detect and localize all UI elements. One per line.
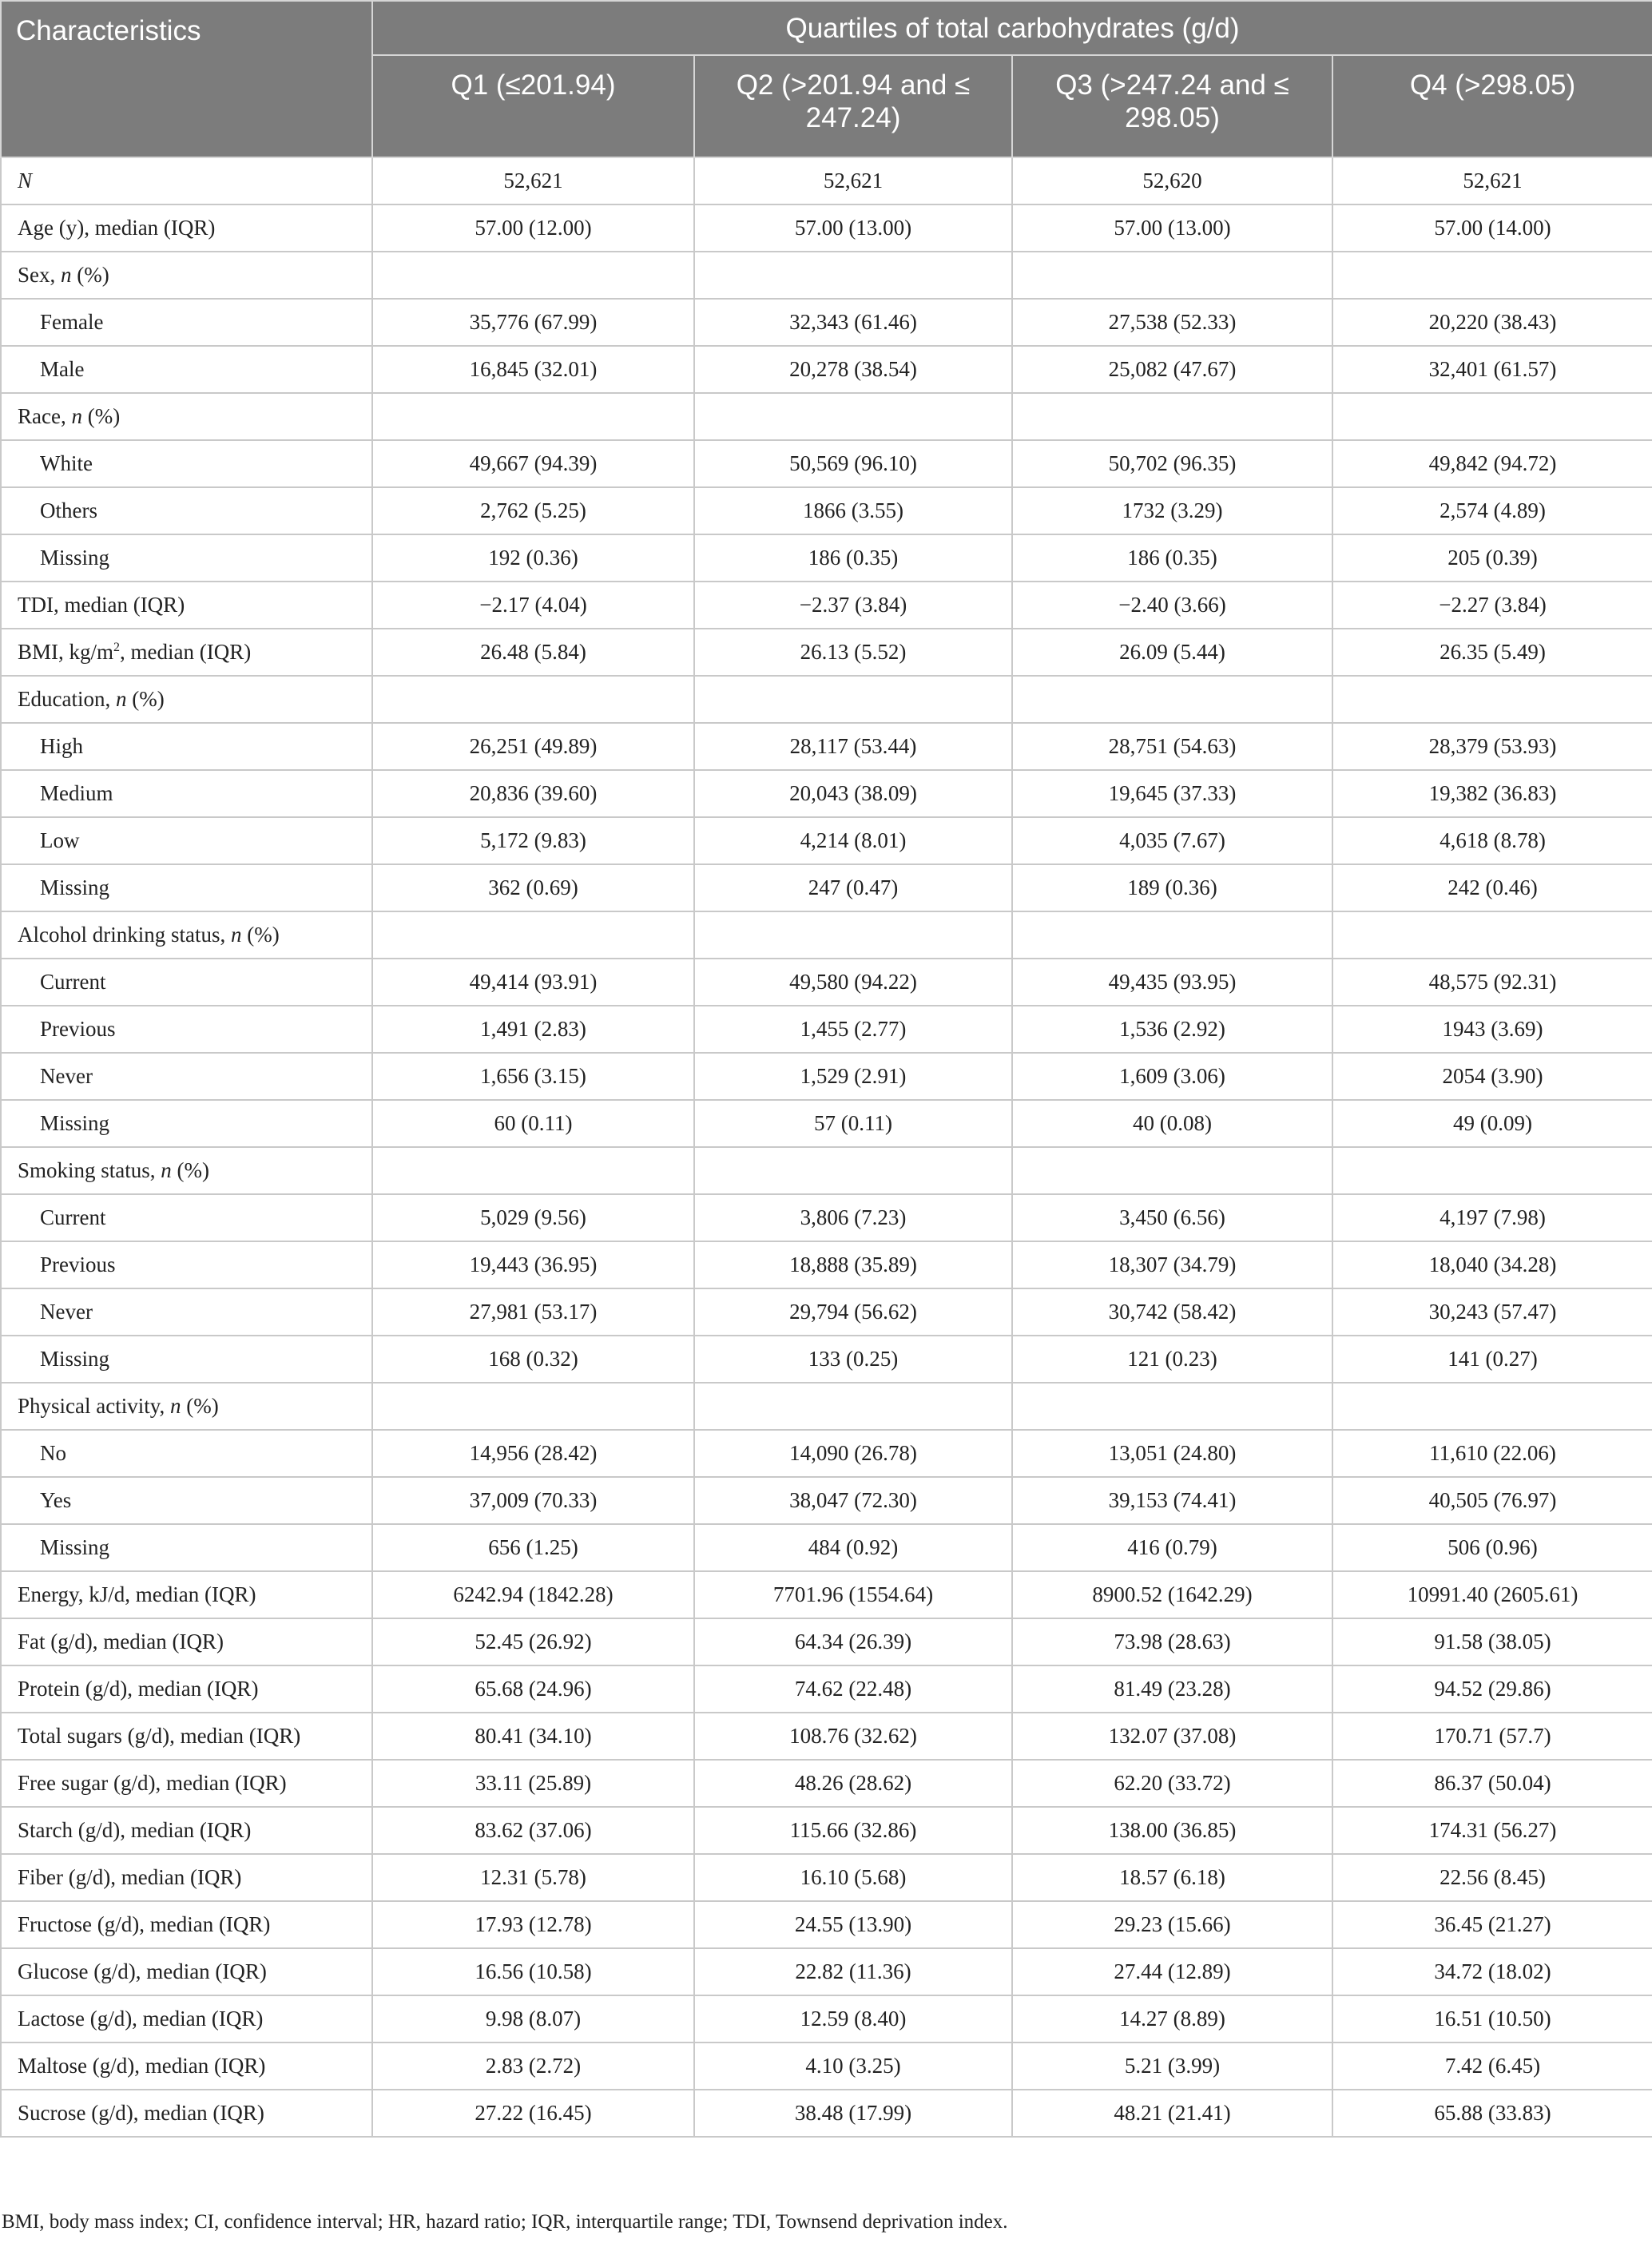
table-row [1, 487, 1652, 534]
cell-q4: 4,197 (7.98) [1332, 1194, 1652, 1241]
cell-q1: 14,956 (28.42) [372, 1430, 694, 1477]
cell-q2: 14,090 (26.78) [694, 1430, 1012, 1477]
cell-q1: 2.83 (2.72) [372, 2043, 694, 2090]
table-row [1, 252, 1652, 299]
row-label: Glucose (g/d), median (IQR) [1, 1948, 372, 1995]
cell-q1 [372, 1383, 694, 1430]
cell-q2: 115.66 (32.86) [694, 1807, 1012, 1854]
table-row [1, 1713, 1652, 1760]
cell-q4 [1332, 911, 1652, 959]
table-row [1, 1901, 1652, 1948]
row-label: Current [1, 1194, 372, 1241]
cell-q3: 29.23 (15.66) [1012, 1901, 1332, 1948]
cell-q3 [1012, 393, 1332, 440]
cell-q1: 362 (0.69) [372, 864, 694, 911]
row-label: Race, n (%) [1, 393, 372, 440]
table-row [1, 1100, 1652, 1147]
table-row [1, 2043, 1652, 2090]
cell-q2: 12.59 (8.40) [694, 1995, 1012, 2043]
cell-q1: 27.22 (16.45) [372, 2090, 694, 2137]
cell-q4: 141 (0.27) [1332, 1336, 1652, 1383]
cell-q2: 49,580 (94.22) [694, 959, 1012, 1006]
header-q1: Q1 (≤201.94) [372, 55, 694, 157]
row-label: White [1, 440, 372, 487]
table-row [1, 1383, 1652, 1430]
cell-q3: 189 (0.36) [1012, 864, 1332, 911]
row-label: Education, n (%) [1, 676, 372, 723]
cell-q2: 7701.96 (1554.64) [694, 1571, 1012, 1618]
row-label: Free sugar (g/d), median (IQR) [1, 1760, 372, 1807]
cell-q3: 138.00 (36.85) [1012, 1807, 1332, 1854]
cell-q1: 1,656 (3.15) [372, 1053, 694, 1100]
table-row [1, 534, 1652, 582]
cell-q3: 13,051 (24.80) [1012, 1430, 1332, 1477]
cell-q4: 52,621 [1332, 157, 1652, 204]
cell-q1: 192 (0.36) [372, 534, 694, 582]
row-label: Current [1, 959, 372, 1006]
cell-q4: 36.45 (21.27) [1332, 1901, 1652, 1948]
row-label: Sex, n (%) [1, 252, 372, 299]
cell-q1: 83.62 (37.06) [372, 1807, 694, 1854]
cell-q4: 49 (0.09) [1332, 1100, 1652, 1147]
row-label: No [1, 1430, 372, 1477]
cell-q3: 8900.52 (1642.29) [1012, 1571, 1332, 1618]
cell-q3: −2.40 (3.66) [1012, 582, 1332, 629]
cell-q3: 48.21 (21.41) [1012, 2090, 1332, 2137]
table-row [1, 1665, 1652, 1713]
row-label: Protein (g/d), median (IQR) [1, 1665, 372, 1713]
table-row [1, 1336, 1652, 1383]
cell-q1: 49,667 (94.39) [372, 440, 694, 487]
cell-q3 [1012, 1147, 1332, 1194]
cell-q2 [694, 676, 1012, 723]
cell-q2: 52,621 [694, 157, 1012, 204]
cell-q3: 121 (0.23) [1012, 1336, 1332, 1383]
cell-q4 [1332, 393, 1652, 440]
table-row [1, 723, 1652, 770]
cell-q1: 27,981 (53.17) [372, 1288, 694, 1336]
cell-q3: 25,082 (47.67) [1012, 346, 1332, 393]
row-label: Yes [1, 1477, 372, 1524]
row-label: Alcohol drinking status, n (%) [1, 911, 372, 959]
cell-q2: 1,529 (2.91) [694, 1053, 1012, 1100]
cell-q1: 1,491 (2.83) [372, 1006, 694, 1053]
cell-q2: 18,888 (35.89) [694, 1241, 1012, 1288]
table-row [1, 1571, 1652, 1618]
cell-q3: 40 (0.08) [1012, 1100, 1332, 1147]
cell-q1: 19,443 (36.95) [372, 1241, 694, 1288]
cell-q4: 57.00 (14.00) [1332, 204, 1652, 252]
row-label: Never [1, 1288, 372, 1336]
cell-q2: 57 (0.11) [694, 1100, 1012, 1147]
table-row [1, 1618, 1652, 1665]
cell-q4 [1332, 252, 1652, 299]
cell-q1: 37,009 (70.33) [372, 1477, 694, 1524]
cell-q2: 20,043 (38.09) [694, 770, 1012, 817]
table-row [1, 346, 1652, 393]
table-row [1, 393, 1652, 440]
cell-q3: 50,702 (96.35) [1012, 440, 1332, 487]
cell-q4: 170.71 (57.7) [1332, 1713, 1652, 1760]
cell-q2: 484 (0.92) [694, 1524, 1012, 1571]
row-label: Missing [1, 1336, 372, 1383]
cell-q4: 65.88 (33.83) [1332, 2090, 1652, 2137]
cell-q3: 49,435 (93.95) [1012, 959, 1332, 1006]
cell-q4: 174.31 (56.27) [1332, 1807, 1652, 1854]
cell-q2 [694, 393, 1012, 440]
row-label: BMI, $kg/m^2$, median (IQR) [1, 629, 372, 676]
cell-q1 [372, 676, 694, 723]
cell-q2: 48.26 (28.62) [694, 1760, 1012, 1807]
cell-q2: 38,047 (72.30) [694, 1477, 1012, 1524]
cell-q4: 7.42 (6.45) [1332, 2043, 1652, 2090]
cell-q2: 50,569 (96.10) [694, 440, 1012, 487]
cell-q1: 60 (0.11) [372, 1100, 694, 1147]
table-row [1, 959, 1652, 1006]
cell-q4: 18,040 (34.28) [1332, 1241, 1652, 1288]
table-row [1, 204, 1652, 252]
cell-q3: 57.00 (13.00) [1012, 204, 1332, 252]
cell-q4: 22.56 (8.45) [1332, 1854, 1652, 1901]
cell-q1: 35,776 (67.99) [372, 299, 694, 346]
cell-q4 [1332, 676, 1652, 723]
cell-q1: 656 (1.25) [372, 1524, 694, 1571]
cell-q3: 18,307 (34.79) [1012, 1241, 1332, 1288]
row-label: Others [1, 487, 372, 534]
cell-q1: 5,029 (9.56) [372, 1194, 694, 1241]
cell-q4: −2.27 (3.84) [1332, 582, 1652, 629]
cell-q3: 73.98 (28.63) [1012, 1618, 1332, 1665]
row-label: TDI, median (IQR) [1, 582, 372, 629]
cell-q2: 32,343 (61.46) [694, 299, 1012, 346]
cell-q2: 4.10 (3.25) [694, 2043, 1012, 2090]
cell-q2: 38.48 (17.99) [694, 2090, 1012, 2137]
cell-q4: 16.51 (10.50) [1332, 1995, 1652, 2043]
cell-q1: 16.56 (10.58) [372, 1948, 694, 1995]
row-label: Missing [1, 1100, 372, 1147]
cell-q1: 26,251 (49.89) [372, 723, 694, 770]
cell-q4: 91.58 (38.05) [1332, 1618, 1652, 1665]
table-row [1, 629, 1652, 676]
table-row [1, 1006, 1652, 1053]
cell-q4: 1943 (3.69) [1332, 1006, 1652, 1053]
cell-q1 [372, 393, 694, 440]
cell-q1: 65.68 (24.96) [372, 1665, 694, 1713]
table-row [1, 1524, 1652, 1571]
cell-q4: 242 (0.46) [1332, 864, 1652, 911]
row-label: Female [1, 299, 372, 346]
cell-q1: 20,836 (39.60) [372, 770, 694, 817]
cell-q4: 40,505 (76.97) [1332, 1477, 1652, 1524]
cell-q4: 49,842 (94.72) [1332, 440, 1652, 487]
cell-q4: 28,379 (53.93) [1332, 723, 1652, 770]
cell-q3: 14.27 (8.89) [1012, 1995, 1332, 2043]
cell-q1: 168 (0.32) [372, 1336, 694, 1383]
cell-q1: 49,414 (93.91) [372, 959, 694, 1006]
cell-q2 [694, 911, 1012, 959]
table-row [1, 1995, 1652, 2043]
cell-q1: 52,621 [372, 157, 694, 204]
table-row [1, 817, 1652, 864]
cell-q3: 3,450 (6.56) [1012, 1194, 1332, 1241]
cell-q3: 27,538 (52.33) [1012, 299, 1332, 346]
row-label: High [1, 723, 372, 770]
cell-q3: 27.44 (12.89) [1012, 1948, 1332, 1995]
cell-q3: 1,609 (3.06) [1012, 1053, 1332, 1100]
cell-q2: 28,117 (53.44) [694, 723, 1012, 770]
row-label: Missing [1, 1524, 372, 1571]
table-row [1, 1430, 1652, 1477]
cell-q2 [694, 252, 1012, 299]
table-row [1, 299, 1652, 346]
cell-q4: 11,610 (22.06) [1332, 1430, 1652, 1477]
cell-q2: 108.76 (32.62) [694, 1713, 1012, 1760]
cell-q1: 80.41 (34.10) [372, 1713, 694, 1760]
row-label: Previous [1, 1241, 372, 1288]
cell-q1 [372, 1147, 694, 1194]
cell-q4: 205 (0.39) [1332, 534, 1652, 582]
cell-q3: 18.57 (6.18) [1012, 1854, 1332, 1901]
cell-q2: 4,214 (8.01) [694, 817, 1012, 864]
table-row [1, 2090, 1652, 2137]
header-q2: Q2 (>201.94 and ≤ 247.24) [694, 55, 1012, 157]
row-label: Physical activity, n (%) [1, 1383, 372, 1430]
cell-q4 [1332, 1383, 1652, 1430]
row-label: Never [1, 1053, 372, 1100]
row-label: Total sugars (g/d), median (IQR) [1, 1713, 372, 1760]
header-q4: Q4 (>298.05) [1332, 55, 1652, 157]
cell-q2 [694, 1147, 1012, 1194]
cell-q2: 24.55 (13.90) [694, 1901, 1012, 1948]
cell-q3: 186 (0.35) [1012, 534, 1332, 582]
cell-q3: 26.09 (5.44) [1012, 629, 1332, 676]
cell-q1: 6242.94 (1842.28) [372, 1571, 694, 1618]
cell-q1: 9.98 (8.07) [372, 1995, 694, 2043]
table-header [1, 1, 1652, 157]
cell-q2: 57.00 (13.00) [694, 204, 1012, 252]
cell-q3: 39,153 (74.41) [1012, 1477, 1332, 1524]
cell-q2: 3,806 (7.23) [694, 1194, 1012, 1241]
cell-q4: 30,243 (57.47) [1332, 1288, 1652, 1336]
row-label: Smoking status, n (%) [1, 1147, 372, 1194]
cell-q1 [372, 911, 694, 959]
cell-q1: −2.17 (4.04) [372, 582, 694, 629]
table-row [1, 1854, 1652, 1901]
cell-q3: 81.49 (23.28) [1012, 1665, 1332, 1713]
cell-q2: 64.34 (26.39) [694, 1618, 1012, 1665]
table-row [1, 770, 1652, 817]
table-row [1, 157, 1652, 204]
cell-q4 [1332, 1147, 1652, 1194]
cell-q2: 20,278 (38.54) [694, 346, 1012, 393]
cell-q1: 17.93 (12.78) [372, 1901, 694, 1948]
cell-q4: 26.35 (5.49) [1332, 629, 1652, 676]
cell-q4: 10991.40 (2605.61) [1332, 1571, 1652, 1618]
row-label: Lactose (g/d), median (IQR) [1, 1995, 372, 2043]
cell-q1: 16,845 (32.01) [372, 346, 694, 393]
cell-q2: 1866 (3.55) [694, 487, 1012, 534]
cell-q2: 186 (0.35) [694, 534, 1012, 582]
cell-q2: 133 (0.25) [694, 1336, 1012, 1383]
table-row [1, 1477, 1652, 1524]
cell-q4: 34.72 (18.02) [1332, 1948, 1652, 1995]
row-label: Fiber (g/d), median (IQR) [1, 1854, 372, 1901]
row-label: N [1, 157, 372, 204]
header-q3: Q3 (>247.24 and ≤ 298.05) [1012, 55, 1332, 157]
cell-q1: 52.45 (26.92) [372, 1618, 694, 1665]
cell-q1: 2,762 (5.25) [372, 487, 694, 534]
row-label: Age (y), median (IQR) [1, 204, 372, 252]
cell-q4: 19,382 (36.83) [1332, 770, 1652, 817]
row-label: Maltose (g/d), median (IQR) [1, 2043, 372, 2090]
table-row [1, 1807, 1652, 1854]
cell-q3 [1012, 252, 1332, 299]
cell-q2: 22.82 (11.36) [694, 1948, 1012, 1995]
row-label: Previous [1, 1006, 372, 1053]
cell-q4: 94.52 (29.86) [1332, 1665, 1652, 1713]
row-label: Energy, kJ/d, median (IQR) [1, 1571, 372, 1618]
cell-q3: 416 (0.79) [1012, 1524, 1332, 1571]
cell-q3: 28,751 (54.63) [1012, 723, 1332, 770]
table-footnote: BMI, body mass index; CI, confidence interval; HR, hazard ratio; IQR, interquartile range; TDI, Townsend deprivation index. [2, 2211, 1008, 2233]
table-row [1, 864, 1652, 911]
row-label: Missing [1, 534, 372, 582]
table-row [1, 1288, 1652, 1336]
table-row [1, 1948, 1652, 1995]
table-row [1, 1147, 1652, 1194]
cell-q3 [1012, 1383, 1332, 1430]
cell-q3: 52,620 [1012, 157, 1332, 204]
table-row [1, 1760, 1652, 1807]
row-label: Sucrose (g/d), median (IQR) [1, 2090, 372, 2137]
table-body [1, 157, 1652, 2137]
cell-q2: 29,794 (56.62) [694, 1288, 1012, 1336]
cell-q3 [1012, 911, 1332, 959]
cell-q3: 62.20 (33.72) [1012, 1760, 1332, 1807]
cell-q4: 2,574 (4.89) [1332, 487, 1652, 534]
row-label: Male [1, 346, 372, 393]
cell-q2: 247 (0.47) [694, 864, 1012, 911]
table-row [1, 676, 1652, 723]
row-label: Medium [1, 770, 372, 817]
cell-q2: 16.10 (5.68) [694, 1854, 1012, 1901]
table-row [1, 1194, 1652, 1241]
row-label: Missing [1, 864, 372, 911]
row-label: Fructose (g/d), median (IQR) [1, 1901, 372, 1948]
cell-q2: 26.13 (5.52) [694, 629, 1012, 676]
row-label: Starch (g/d), median (IQR) [1, 1807, 372, 1854]
cell-q3: 1,536 (2.92) [1012, 1006, 1332, 1053]
cell-q1: 57.00 (12.00) [372, 204, 694, 252]
cell-q4: 506 (0.96) [1332, 1524, 1652, 1571]
cell-q3: 5.21 (3.99) [1012, 2043, 1332, 2090]
cell-q3 [1012, 676, 1332, 723]
cell-q3: 30,742 (58.42) [1012, 1288, 1332, 1336]
table-row [1, 1053, 1652, 1100]
cell-q4: 20,220 (38.43) [1332, 299, 1652, 346]
cell-q3: 4,035 (7.67) [1012, 817, 1332, 864]
cell-q4: 32,401 (61.57) [1332, 346, 1652, 393]
cell-q1: 33.11 (25.89) [372, 1760, 694, 1807]
cell-q3: 19,645 (37.33) [1012, 770, 1332, 817]
cell-q4: 48,575 (92.31) [1332, 959, 1652, 1006]
cell-q2: 1,455 (2.77) [694, 1006, 1012, 1053]
table-row [1, 1241, 1652, 1288]
cell-q1: 5,172 (9.83) [372, 817, 694, 864]
cell-q1: 12.31 (5.78) [372, 1854, 694, 1901]
cell-q3: 1732 (3.29) [1012, 487, 1332, 534]
row-label: Low [1, 817, 372, 864]
cell-q1: 26.48 (5.84) [372, 629, 694, 676]
header-characteristics: Characteristics [1, 1, 372, 157]
table-row [1, 582, 1652, 629]
cell-q4: 86.37 (50.04) [1332, 1760, 1652, 1807]
header-quartiles-title: Quartiles of total carbohydrates (g/d) [372, 1, 1652, 55]
cell-q1 [372, 252, 694, 299]
row-label: Fat (g/d), median (IQR) [1, 1618, 372, 1665]
table-row [1, 440, 1652, 487]
cell-q2 [694, 1383, 1012, 1430]
cell-q3: 132.07 (37.08) [1012, 1713, 1332, 1760]
cell-q2: 74.62 (22.48) [694, 1665, 1012, 1713]
table-row [1, 911, 1652, 959]
cell-q2: −2.37 (3.84) [694, 582, 1012, 629]
cell-q4: 2054 (3.90) [1332, 1053, 1652, 1100]
cell-q4: 4,618 (8.78) [1332, 817, 1652, 864]
